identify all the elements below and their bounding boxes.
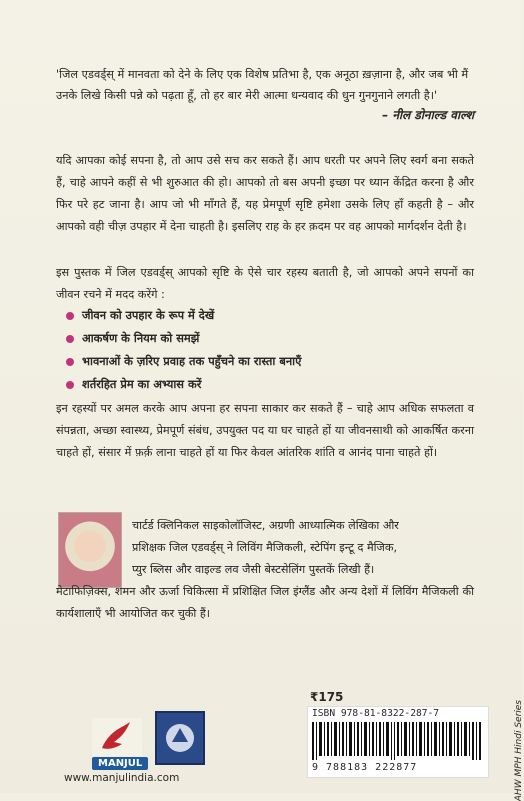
author-bio bbox=[56, 515, 474, 625]
barcode-digits: 9 788183 222877 bbox=[312, 762, 418, 773]
isbn-number: ISBN 978-81-8322-287-7 bbox=[312, 708, 440, 719]
bullet-dot-icon bbox=[66, 335, 74, 343]
quote-attribution: – नील डोनाल्ड वाल्श bbox=[382, 108, 474, 122]
bullet-dot-icon bbox=[66, 381, 74, 389]
bio-line: प्रशिक्षक जिल एडवर्ड्स् ने लिविंग मैजिकली, स्टेपिंग इन्टू द मैजिक, bbox=[132, 541, 398, 554]
list-item: आकर्षण के नियम को समझें bbox=[66, 327, 301, 350]
bio-line: चार्टर्ड क्लिनिकल साइकोलॉजिस्ट, अग्रणी आध्यात्मिक लेखिका और bbox=[132, 519, 399, 532]
secrets-intro-paragraph: इस पुस्तक में जिल एडवर्ड्स् आपको सृष्टि के ऐसे चार रहस्य बताती है, जो आपको अपने सपनों का जीवन रचने में मदद करेंगे : bbox=[56, 266, 474, 301]
intro-paragraph: यदि आपका कोई सपना है, तो आप उसे सच कर सकते हैं। आप धरती पर अपने लिए स्वर्ग बना सकते हैं, चाहे आपने कहीं से भी शुरुआत की हो। आपको तो बस अपनी इच्छा पर ध्यान केंद्रित करना है और फिर परे हट जाना है। आप जो भी माँगते हैं, यह प्रेमपूर्ण सृष्टि हमेशा उसके लिए हाँ कहती है – और आपको वही चीज़ उपहार में देना चाहती है। इसलिए राह के हर क़दम पर वह आपको मार्गदर्शन देती है। bbox=[56, 154, 474, 233]
bullet-dot-icon bbox=[66, 358, 74, 366]
secrets-list bbox=[66, 304, 301, 396]
publisher-label: MANJUL bbox=[92, 757, 148, 770]
publisher-website-link[interactable]: www.manjulindia.com bbox=[64, 772, 180, 784]
barcode-icon bbox=[312, 722, 482, 760]
praise-quote: 'जिल एडवर्ड्स् में मानवता को देने के लिए एक विशेष प्रतिभा है, एक अनूठा ख़ज़ाना है, और जब भी मैं उनके लिखे किसी पन्ने को पढ़ता हूँ, तो हर बार मेरी आत्मा धन्यवाद की धुन गुनगुनाने लगती है।' bbox=[56, 68, 469, 102]
list-item: जीवन को उपहार के रूप में देखें bbox=[66, 304, 301, 327]
series-label: AHW MPH Hindi Series bbox=[514, 700, 524, 801]
bullet-dot-icon bbox=[66, 312, 74, 320]
bio-line: मेटाफिज़िक्स, शमन और ऊर्जा चिकित्सा में प्रशिक्षित जिल इंग्लैंड और अन्य देशों में लिविंग मैजिकली की कार्यशालाएँ भी आयोजित कर चुकी हैं। bbox=[56, 585, 474, 620]
list-item: शर्तरहित प्रेम का अभ्यास करें bbox=[66, 373, 301, 396]
list-item: भावनाओं के ज़रिए प्रवाह तक पहुँचने का रास्ता बनाएँ bbox=[66, 350, 301, 373]
price-label: ₹175 bbox=[310, 690, 344, 704]
bio-line: प्युर ब्लिस और वाइल्ड लव जैसी बेस्टसेलिंग पुस्तकें लिखी हैं। bbox=[132, 563, 375, 576]
benefits-paragraph: इन रहस्यों पर अमल करके आप अपना हर सपना साकार कर सकते हैं – चाहे आप अधिक सफलता व संपन्नता, अच्छा स्वास्थ्य, प्रेमपूर्ण संबंध, उपयुक्त पद या घर चाहते हों या जीवनसाथी को आकर्षित करना चाहते हों, संसार में फ़र्क़ लाना चाहते हों या फिर केवल आंतरिक शांति व आनंद पाना चाहते हों। bbox=[56, 402, 474, 459]
